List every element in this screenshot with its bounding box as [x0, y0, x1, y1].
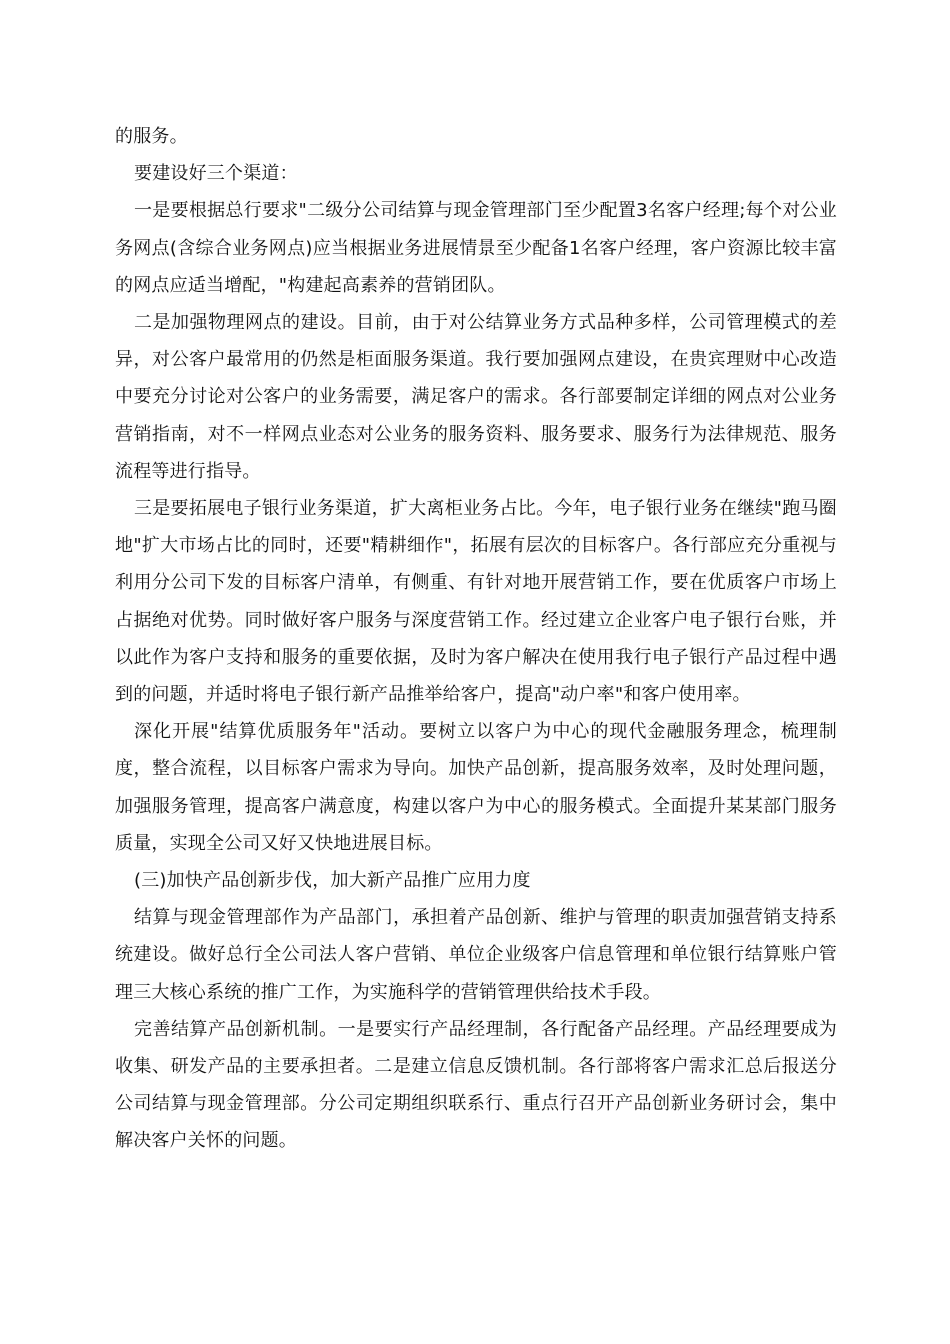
paragraph-innovation-mechanism: 完善结算产品创新机制。一是要实行产品经理制，各行配备产品经理。产品经理要成为收集、研发产品的主要承担者。二是建立信息反馈机制。各行部将客户需求汇总后报送分公司结算与现金管理部。分公司定期组织联系行、重点行召开产品创新业务研讨会，集中解决客户关怀的问题。	[115, 1018, 837, 1152]
paragraph-product-department: 结算与现金管理部作为产品部门，承担着产品创新、维护与管理的职责加强营销支持系统建设。做好总行全公司法人客户营销、单位企业级客户信息管理和单位银行结算账户管理三大核心系统的推广工作，为实施科学的营销管理供给技术手段。	[115, 907, 837, 1003]
section-heading-three: (三)加快产品创新步伐，加大新产品推广应用力度	[134, 870, 531, 892]
paragraph-channels-intro: 要建设好三个渠道：	[134, 163, 298, 185]
paragraph-third-channel: 三是要拓展电子银行业务渠道，扩大离柜业务占比。今年，电子银行业务在继续"跑马圈地"扩大市场占比的同时，还要"精耕细作"，拓展有层次的目标客户。各行部应充分重视与利用分公司下发的目标客户清单，有侧重、有针对地开展营销工作，要在优质客户市场上占据绝对优势。同时做好客户服务与深度营销工作。经过建立企业客户电子银行台账，并以此作为客户支持和服务的重要依据，及时为客户解决在使用我行电子银行产品过程中遇到的问题，并适时将电子银行新产品推举给客户，提高"动户率"和客户使用率。	[115, 498, 837, 706]
paragraph-second-channel: 二是加强物理网点的建设。目前，由于对公结算业务方式品种多样，公司管理模式的差异，对公客户最常用的仍然是柜面服务渠道。我行要加强网点建设，在贵宾理财中心改造中要充分讨论对公客户的业务需要，满足客户的需求。各行部要制定详细的网点对公业务营销指南，对不一样网点业态对公业务的服务资料、服务要求、服务行为法律规范、服务流程等进行指导。	[115, 312, 837, 482]
paragraph-service-year: 深化开展"结算优质服务年"活动。要树立以客户为中心的现代金融服务理念，梳理制度，整合流程，以目标客户需求为导向。加快产品创新，提高服务效率，及时处理问题，加强服务管理，提高客户满意度，构建以客户为中心的服务模式。全面提升某某部门服务质量，实现全公司又好又快地进展目标。	[115, 721, 837, 854]
body-text	[115, 118, 837, 1160]
paragraph-first-channel: 一是要根据总行要求"二级分公司结算与现金管理部门至少配置3名客户经理;每个对公业务网点(含综合业务网点)应当根据业务进展情景至少配备1名客户经理，客户资源比较丰富的网点应适当增配，"构建起高素养的营销团队。	[115, 200, 837, 296]
paragraph-continuation: 的服务。	[115, 126, 188, 147]
